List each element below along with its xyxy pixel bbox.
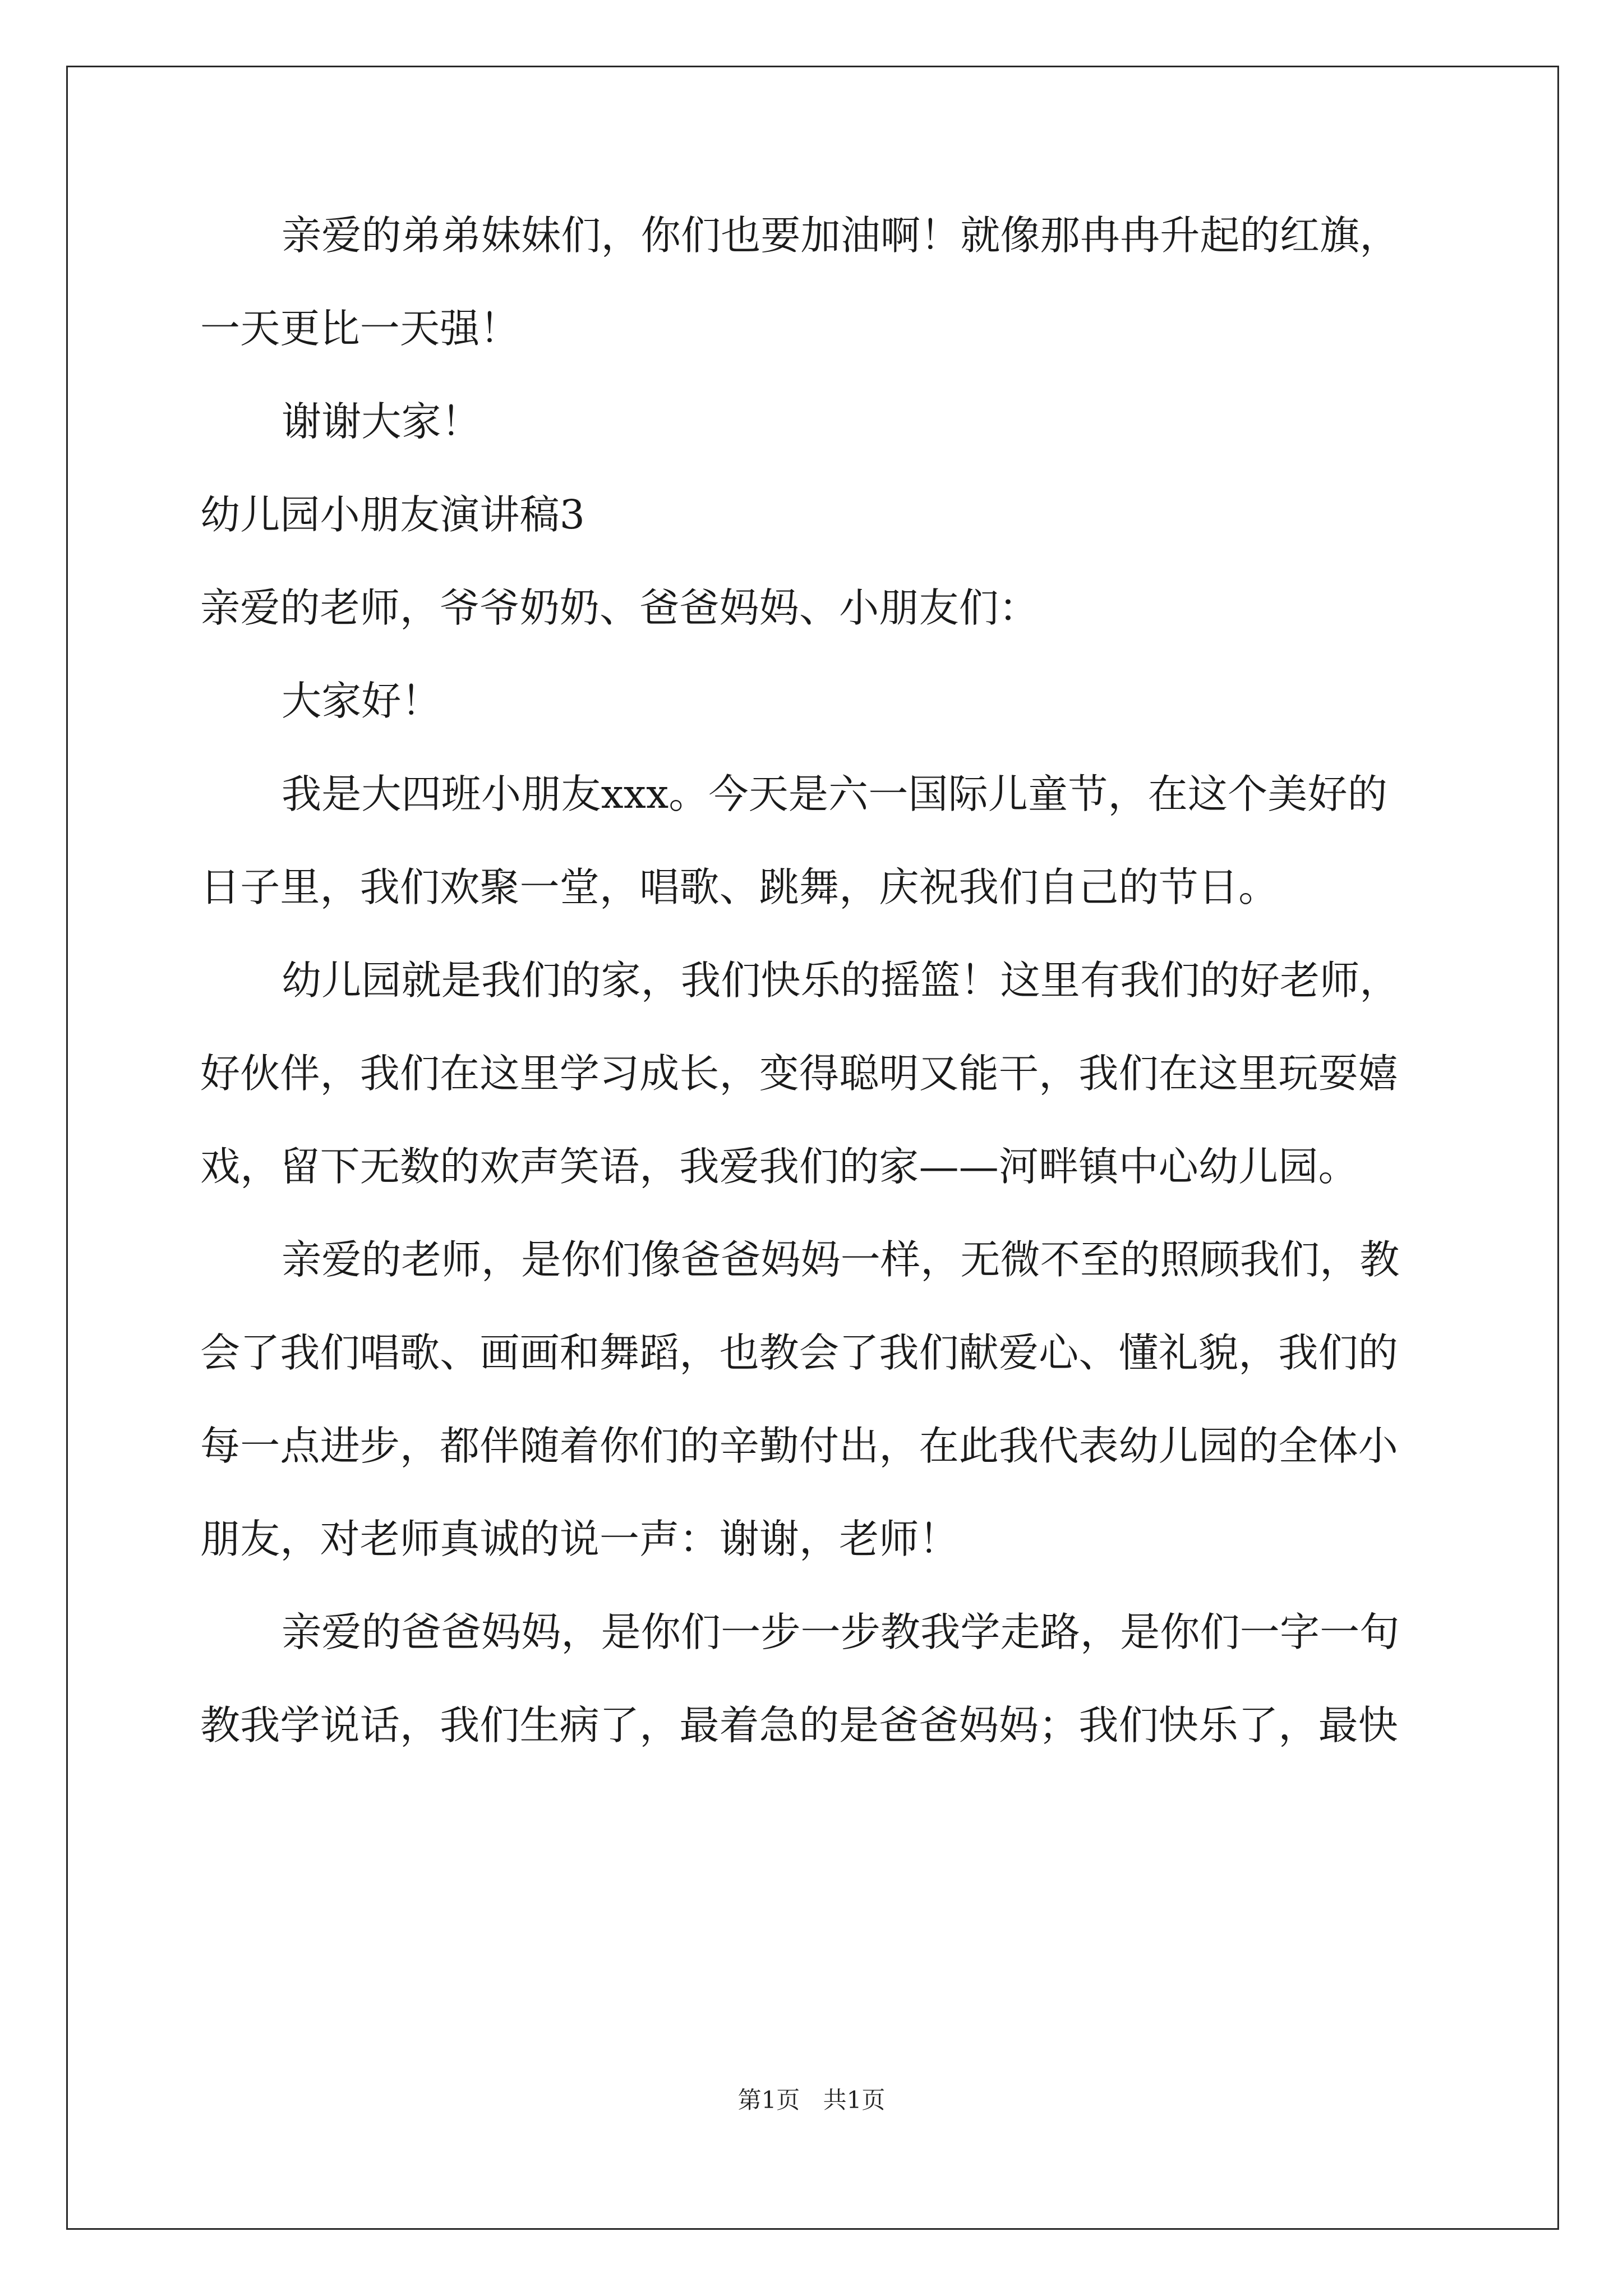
- paragraph-line: 我是大四班小朋友xxx。今天是六一国际儿童节，在这个美好的: [282, 771, 1387, 817]
- paragraph-line: 戏，留下无数的欢声笑语，我爱我们的家——河畔镇中心幼儿园。: [200, 1143, 1358, 1190]
- paragraph-line: 大家好！: [282, 678, 441, 724]
- page-footer: [0, 2085, 1623, 2116]
- paragraph-line: 亲爱的弟弟妹妹们，你们也要加油啊！就像那冉冉升起的红旗，: [282, 212, 1400, 259]
- section-heading: 幼儿园小朋友演讲稿3: [200, 491, 585, 538]
- paragraph-line: 一天更比一天强！: [200, 305, 520, 352]
- salutation-line: 亲爱的老师，爷爷奶奶、爸爸妈妈、小朋友们：: [200, 585, 1039, 631]
- paragraph-line: 教我学说话，我们生病了，最着急的是爸爸妈妈；我们快乐了，最快: [200, 1702, 1399, 1749]
- paragraph-line: 亲爱的老师，是你们像爸爸妈妈一样，无微不至的照顾我们，教: [282, 1236, 1400, 1283]
- page-number: 第1页: [737, 2086, 800, 2114]
- paragraph-line: 谢谢大家！: [282, 398, 482, 445]
- paragraph-line: 会了我们唱歌、画画和舞蹈，也教会了我们献爱心、懂礼貌，我们的: [200, 1329, 1399, 1376]
- paragraph-line: 亲爱的爸爸妈妈，是你们一步一步教我学走路，是你们一字一句: [282, 1609, 1400, 1655]
- paragraph-line: 朋友，对老师真诚的说一声：谢谢，老师！: [200, 1516, 959, 1562]
- page-total: 共1页: [823, 2086, 886, 2114]
- paragraph-line: 幼儿园就是我们的家，我们快乐的摇篮！这里有我们的好老师，: [282, 957, 1400, 1004]
- paragraph-line: 每一点进步，都伴随着你们的辛勤付出，在此我代表幼儿园的全体小: [200, 1423, 1399, 1469]
- paragraph-line: 日子里，我们欢聚一堂，唱歌、跳舞，庆祝我们自己的节日。: [200, 864, 1279, 910]
- paragraph-line: 好伙伴，我们在这里学习成长，变得聪明又能干，我们在这里玩耍嬉: [200, 1050, 1399, 1097]
